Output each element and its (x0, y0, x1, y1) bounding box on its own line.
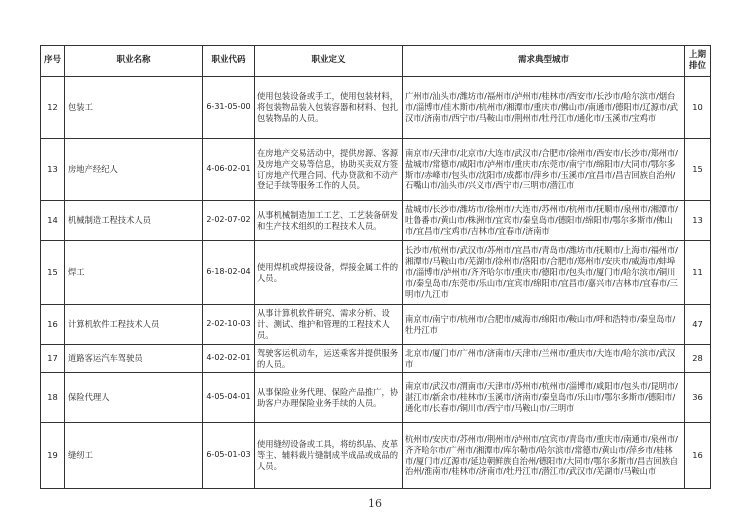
row-occupation-code: 6-18-02-04 (203, 241, 255, 305)
row-definition: 从事保险业务代理、保险产品推广，协助客户办理保险业务手续的人员。 (255, 373, 403, 423)
table-row (41, 373, 711, 423)
row-no: 17 (41, 345, 65, 373)
row-occupation-name: 道路客运汽车驾驶员 (65, 345, 203, 373)
row-occupation-code: 6-05-01-03 (203, 423, 255, 489)
row-definition: 使用包装设备或手工，使用包装材料，将包装物品装入包装容器和材料、包扎包装物品的人员。 (255, 77, 403, 139)
table-row (41, 241, 711, 305)
row-rank: 47 (685, 305, 711, 345)
row-definition: 使用焊机或焊接设备，焊接金属工件的人员。 (255, 241, 403, 305)
row-occupation-name: 包装工 (65, 77, 203, 139)
row-definition: 从事机械制造加工工艺、工艺装备研发和生产技术组织的工程技术人员。 (255, 201, 403, 241)
table-row (41, 345, 711, 373)
row-no: 13 (41, 139, 65, 201)
row-occupation-name: 焊工 (65, 241, 203, 305)
row-rank: 36 (685, 373, 711, 423)
page-number: 16 (368, 497, 382, 510)
row-occupation-code: 2-02-10-03 (203, 305, 255, 345)
row-definition: 在房地产交易活动中，提供房源、客源及房地产交易等信息，协助买卖双方签订房地产代理合同、代办贷款和不动产登记手续等服务工作的人员。 (255, 139, 403, 201)
header-rank (685, 46, 711, 77)
row-occupation-name: 机械制造工程技术人员 (65, 201, 203, 241)
row-cities: 南京市/南宁市/杭州市/合肥市/威海市/绵阳市/鞍山市/呼和浩特市/秦皇岛市/牡丹江市 (403, 305, 685, 345)
row-cities: 盐城市/长沙市/潍坊市/徐州市/大连市/苏州市/杭州市/抚顺市/泉州市/湘潭市/吐鲁番市/黄山市/株洲市/宜宾市/秦皇岛市/德阳市/绵阳市/鄂尔多斯市/佛山市/宜昌市/宝鸡市/吉林市/宜春市/济南市 (403, 201, 685, 241)
row-occupation-code: 4-02-02-01 (203, 345, 255, 373)
table-row (41, 139, 711, 201)
table-row (41, 305, 711, 345)
row-no: 16 (41, 305, 65, 345)
row-cities: 南京市/武汉市/渭南市/天津市/苏州市/杭州市/淄博市/咸阳市/包头市/昆明市/湛江市/新余市/桂林市/玉溪市/济南市/秦皇岛市/乐山市/鄂尔多斯市/德阳市/通化市/长春市/铜川市/西宁市/马鞍山市/三明市 (403, 373, 685, 423)
row-rank: 13 (685, 201, 711, 241)
row-no: 12 (41, 77, 65, 139)
row-occupation-code: 6-31-05-00 (203, 77, 255, 139)
row-occupation-name: 房地产经纪人 (65, 139, 203, 201)
header-rank-line2: 排位 (688, 61, 706, 71)
row-no: 19 (41, 423, 65, 489)
row-cities: 北京市/厦门市/广州市/济南市/天津市/兰州市/重庆市/大连市/哈尔滨市/武汉市 (403, 345, 685, 373)
row-definition: 驾驶客运机动车，运送乘客并提供服务的人员。 (255, 345, 403, 373)
table-header-row (41, 46, 711, 77)
table-row (41, 77, 711, 139)
header-cities: 需求典型城市 (403, 46, 685, 77)
row-no: 18 (41, 373, 65, 423)
row-rank: 16 (685, 423, 711, 489)
header-code: 职业代码 (203, 46, 255, 77)
row-cities: 长沙市/杭州市/武汉市/苏州市/宜昌市/青岛市/潍坊市/抚顺市/上海市/福州市/湘潭市/马鞍山市/芜湖市/徐州市/洛阳市/合肥市/郑州市/安庆市/威海市/蚌埠市/淄博市/泸州市/齐齐哈尔市/重庆市/德阳市/包头市/厦门市/哈尔滨市/铜川市/秦皇岛市/东莞市/乐山市/宜宾市/绵阳市/宜昌市/嘉兴市/吉林市/宜春市/三明市/九江市 (403, 241, 685, 305)
row-occupation-name: 缝纫工 (65, 423, 203, 489)
row-cities: 杭州市/安庆市/苏州市/荆州市/泸州市/宜宾市/青岛市/重庆市/南通市/泉州市/齐齐哈尔市/广州市/湘潭市/库尔勒市/哈尔滨市/常德市/黄山市/萍乡市/桂林市/厦门市/辽源市/延边朝鲜族自治州/德阳市/大同市/鄂尔多斯市/昌吉回族自治州/淮南市/桂林市/济南市/牡丹江市/潜江市/武汉市/芜湖市/马鞍山市 (403, 423, 685, 489)
row-cities: 广州市/汕头市/潍坊市/福州市/泸州市/桂林市/西安市/长沙市/哈尔滨市/烟台市/淄博市/佳木斯市/杭州市/湘潭市/重庆市/佛山市/南通市/德阳市/辽源市/武汉市/济南市/西宁市/马鞍山市/荆州市/牡丹江市/通化市/玉溪市/宝鸡市 (403, 77, 685, 139)
row-cities: 南京市/天津市/北京市/大连市/武汉市/合肥市/徐州市/西安市/长沙市/郑州市/盐城市/常德市/咸阳市/泸州市/重庆市/东莞市/南宁市/绵阳市/大同市/鄂尔多斯市/赤峰市/包头市/沈阳市/成都市/萍乡市/玉溪市/宜昌市/昌吉回族自治州/石嘴山市/汕头市/兴义市/西宁市/三明市/潜江市 (403, 139, 685, 201)
row-occupation-name: 计算机软件工程技术人员 (65, 305, 203, 345)
row-rank: 11 (685, 241, 711, 305)
table-row (41, 201, 711, 241)
header-definition: 职业定义 (255, 46, 403, 77)
row-no: 14 (41, 201, 65, 241)
row-occupation-code: 2-02-07-02 (203, 201, 255, 241)
row-definition: 从事计算机软件研究、需求分析、设计、测试、维护和管理的工程技术人员。 (255, 305, 403, 345)
occupation-demand-table (40, 45, 711, 489)
header-no: 序号 (41, 46, 65, 77)
row-occupation-name: 保险代理人 (65, 373, 203, 423)
row-occupation-code: 4-06-02-01 (203, 139, 255, 201)
row-no: 15 (41, 241, 65, 305)
row-rank: 10 (685, 77, 711, 139)
table-row (41, 423, 711, 489)
row-rank: 15 (685, 139, 711, 201)
row-occupation-code: 4-05-04-01 (203, 373, 255, 423)
row-rank: 28 (685, 345, 711, 373)
header-rank-line1: 上期 (688, 49, 706, 60)
row-definition: 使用缝纫设备或工具，将纺织品、皮革等主、辅料裁片缝制成半成品或成品的人员。 (255, 423, 403, 489)
header-name: 职业名称 (65, 46, 203, 77)
